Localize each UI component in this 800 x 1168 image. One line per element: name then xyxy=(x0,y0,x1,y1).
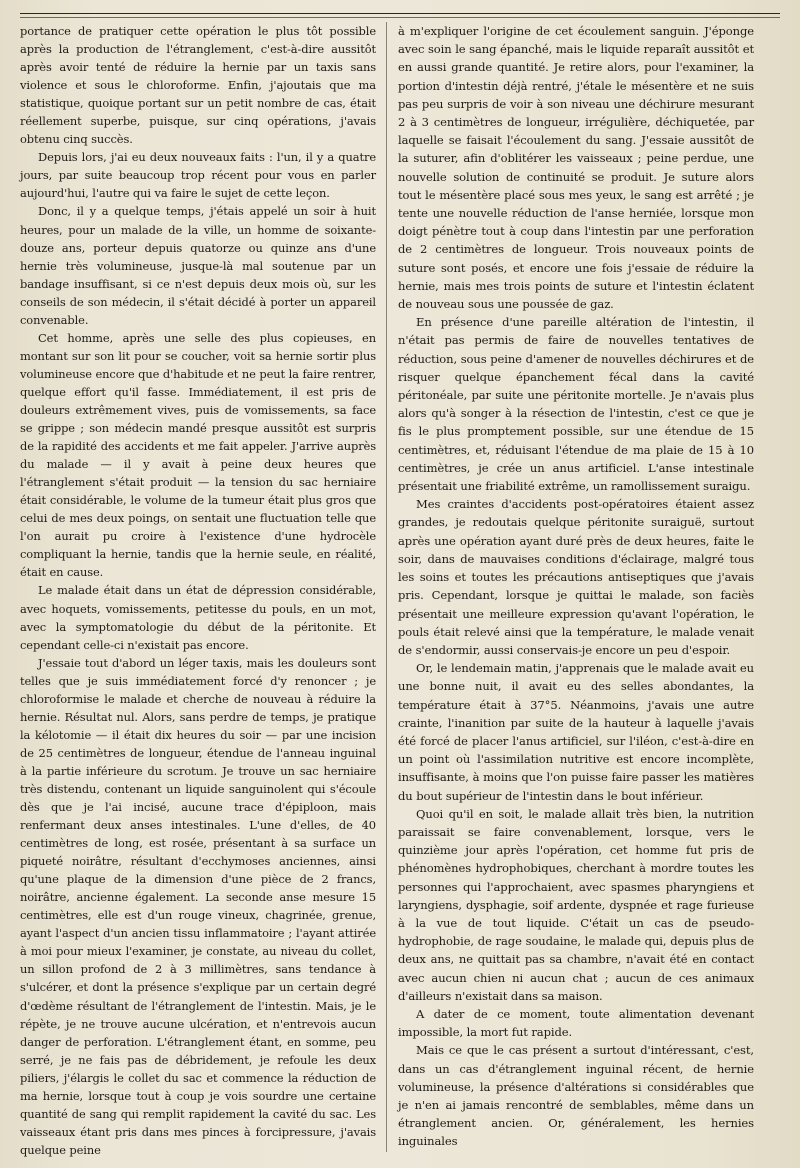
paragraph: Depuis lors, j'ai eu deux nouveaux faits : l'un, il y a quatre jours, par suite beaucoup trop récent pour vous en parler aujourd'hui, l'autre qui va faire le sujet de cette leçon. xyxy=(20,150,376,201)
paragraph: Le malade était dans un état de dépression considérable, avec hoquets, vomissements, petitesse du pouls, en un mot, avec la symptomatologie du début de la péritonite. Et cependant celle-ci n'existait pas encore. xyxy=(20,583,376,652)
paragraph: En présence d'une pareille altération de l'intestin, il n'était pas permis de faire de nouvelles tentatives de réduction, sous peine d'amener de nouvelles déchirures et de risquer quelque épanchement fécal dans la cavité péritonéale, par suite une péritonite mortelle. Je n'avais plus alors qu'à songer à la résection de l'intestin, c'est ce que je fis le plus promptement possible, sur une étendue de 15 centimètres, et, réduisant l'étendue de ma plaie de 15 à 10 centimètres, je crée un anus artificiel. L'anse intestinale présentait une friabilité extrême, un ramollissement suraigu. xyxy=(398,315,754,494)
left-column xyxy=(20,22,376,1159)
paragraph: Donc, il y a quelque temps, j'étais appelé un soir à huit heures, pour un malade de la ville, un homme de soixante-douze ans, porteur depuis quatorze ou quinze ans d'une hernie très volumineuse, jusque-là mal soutenue par un bandage insuffisant, si ce n'est depuis deux mois où, sur les conseils de son médecin, il s'était décidé à porter un appareil convenable. xyxy=(20,204,376,327)
right-column xyxy=(398,22,754,1151)
paragraph: Or, le lendemain matin, j'apprenais que le malade avait eu une bonne nuit, il avait eu des selles abondantes, la température était à 37°5. Néanmoins, j'avais une autre crainte, l'inanition par suite de la hauteur à laquelle j'avais été forcé de placer l'anus artificiel, sur l'iléon, c'est-à-dire en un point où l'assimilation nutritive est encore incomplète, insuffisante, à moins que l'on puisse faire passer les matières du bout supérieur de l'intestin dans le bout inférieur. xyxy=(398,661,754,803)
paragraph: Mes craintes d'accidents post-opératoires étaient assez grandes, je redoutais quelque péritonite suraiguë, surtout après une opération ayant duré près de deux heures, faite le soir, dans de mauvaises conditions d'éclairage, malgré tous les soins et toutes les précautions antiseptiques que j'avais pris. Cependant, lorsque je quittai le malade, son faciès présentait une meilleure expression qu'avant l'opération, le pouls était relevé ainsi que la température, le malade venait de s'endormir, aussi conservais-je encore un peu d'espoir. xyxy=(398,497,754,657)
paragraph: J'essaie tout d'abord un léger taxis, mais les douleurs sont telles que je suis immédiatement forcé d'y renoncer ; je chloroformise le malade et cherche de nouveau à réduire la hernie. Résultat nul. Alors, sans perdre de temps, je pratique la kélotomie — il était dix heures du soir — par une incision de 25 centimètres de longueur, étendue de l'anneau inguinal à la partie inférieure du scrotum. Je trouve un sac herniaire très distendu, contenant un liquide sanguinolent qui s'écoule dès que je l'ai incisé, aucune trace d'épiploon, mais renfermant deux anses intestinales. L'une d'elles, de 40 centimètres de long, est rosée, présentant à sa surface un piqueté noirâtre, résultant d'ecchymoses anciennes, ainsi qu'une plaque de la dimension d'une pièce de 2 francs, noirâtre, ancienne également. La seconde anse mesure 15 centimètres, elle est d'un rouge vineux, chagrinée, grenue, ayant l'aspect d'un ancien tissu inflammatoire ; l'ayant attirée à moi pour mieux l'examiner, je constate, au niveau du collet, un sillon profond de 2 à 3 millimètres, sans tendance à s'ulcérer, et dont la présence s'explique par un certain degré d'œdème résultant de l'étranglement de l'intestin. Mais, je le répète, je ne trouve aucune ulcération, et n'entrevois aucun danger de perforation. L'étranglement étant, en somme, peu serré, je ne fais pas de débridement, je refoule les deux piliers, j'élargis le collet du sac et commence la réduction de ma hernie, lorsque tout à coup je vois sourdre une certaine quantité de sang qui remplit rapidement la cavité du sac. Les vaisseaux étant pris dans mes pinces à forcipressure, j'avais quelque peine xyxy=(20,655,376,1157)
column-divider xyxy=(386,22,387,1152)
paragraph: Cet homme, après une selle des plus copieuses, en montant sur son lit pour se coucher, voit sa hernie sortir plus volumineuse encore que d'habitude et ne peut la faire rentrer, quelque effort qu'il fasse. Immédiatement, il est pris de douleurs extrêmement vives, puis de vomissements, sa face se grippe ; son médecin mandé presque aussitôt est surpris de la rapidité des accidents et me fait appeler. J'arrive auprès du malade — il y avait à peine deux heures que l'étranglement s'était produit — la tension du sac herniaire était considérable, le volume de la tumeur était plus gros que celui de mes deux poings, on sentait une fluctuation telle que l'on aurait pu croire à l'existence d'une hydrocèle compliquant la hernie, tandis que la hernie seule, en réalité, était en cause. xyxy=(20,330,376,580)
header-rule-thin xyxy=(20,17,780,18)
paragraph: A dater de ce moment, toute alimentation devenant impossible, la mort fut rapide. xyxy=(398,1006,754,1040)
paragraph: à m'expliquer l'origine de cet écoulement sanguin. J'éponge avec soin le sang épanché, mais le liquide reparaît aussitôt et en aussi grande quantité. Je retire alors, pour l'examiner, la portion d'intestin déjà rentré, j'étale le mésentère et ne suis pas peu surpris de voir à son niveau une déchirure mesurant 2 à 3 centimètres de longueur, irrégulière, déchiquetée, par laquelle se faisait l'écoulement du sang. J'essaie aussitôt de la suturer, afin d'oblitérer les vaisseaux ; peine perdue, une nouvelle solution de continuité se produit. Je suture alors tout le mésentère placé sous mes yeux, le sang est arrêté ; je tente une nouvelle réduction de l'anse herniée, lorsque mon doigt pénètre tout à coup dans l'intestin par une perforation de 2 centimètres de longueur. Trois nouveaux points de suture sont posés, et encore une fois j'essaie de réduire la hernie, mais mes trois points de suture et l'intestin éclatent de nouveau sous une poussée de gaz. xyxy=(398,24,754,312)
header-rule xyxy=(20,13,780,14)
paragraph: Quoi qu'il en soit, le malade allait très bien, la nutrition paraissait se faire convenablement, lorsque, vers le quinzième jour après l'opération, cet homme fut pris de phénomènes hydrophobiques, cherchant à mordre toutes les personnes qui l'approchaient, avec spasmes pharyngiens et laryngiens, dysphagie, soif ardente, dyspnée et rage furieuse à la vue de tout liquide. C'était un cas de pseudo-hydrophobie, de rage soudaine, le malade qui, depuis plus de deux ans, ne quittait pas sa chambre, n'avait été en contact avec aucun chien ni aucun chat ; aucun de ces animaux d'ailleurs n'existait dans sa maison. xyxy=(398,806,754,1003)
paragraph: portance de pratiquer cette opération le plus tôt possible après la production de l'étranglement, c'est-à-dire aussitôt après avoir tenté de réduire la hernie par un taxis sans violence et sous le chloroforme. Enfin, j'ajoutais que ma statistique, quoique portant sur un petit nombre de cas, était réellement superbe, puisque, sur cinq opérations, j'avais obtenu cinq succès. xyxy=(20,24,376,147)
paragraph: Mais ce que le cas présent a surtout d'intéressant, c'est, dans un cas d'étranglement inguinal récent, de hernie volumineuse, la présence d'altérations si considérables que je n'en ai jamais rencontré de semblables, même dans un étranglement ancien. Or, généralement, les hernies inguinales xyxy=(398,1043,754,1149)
